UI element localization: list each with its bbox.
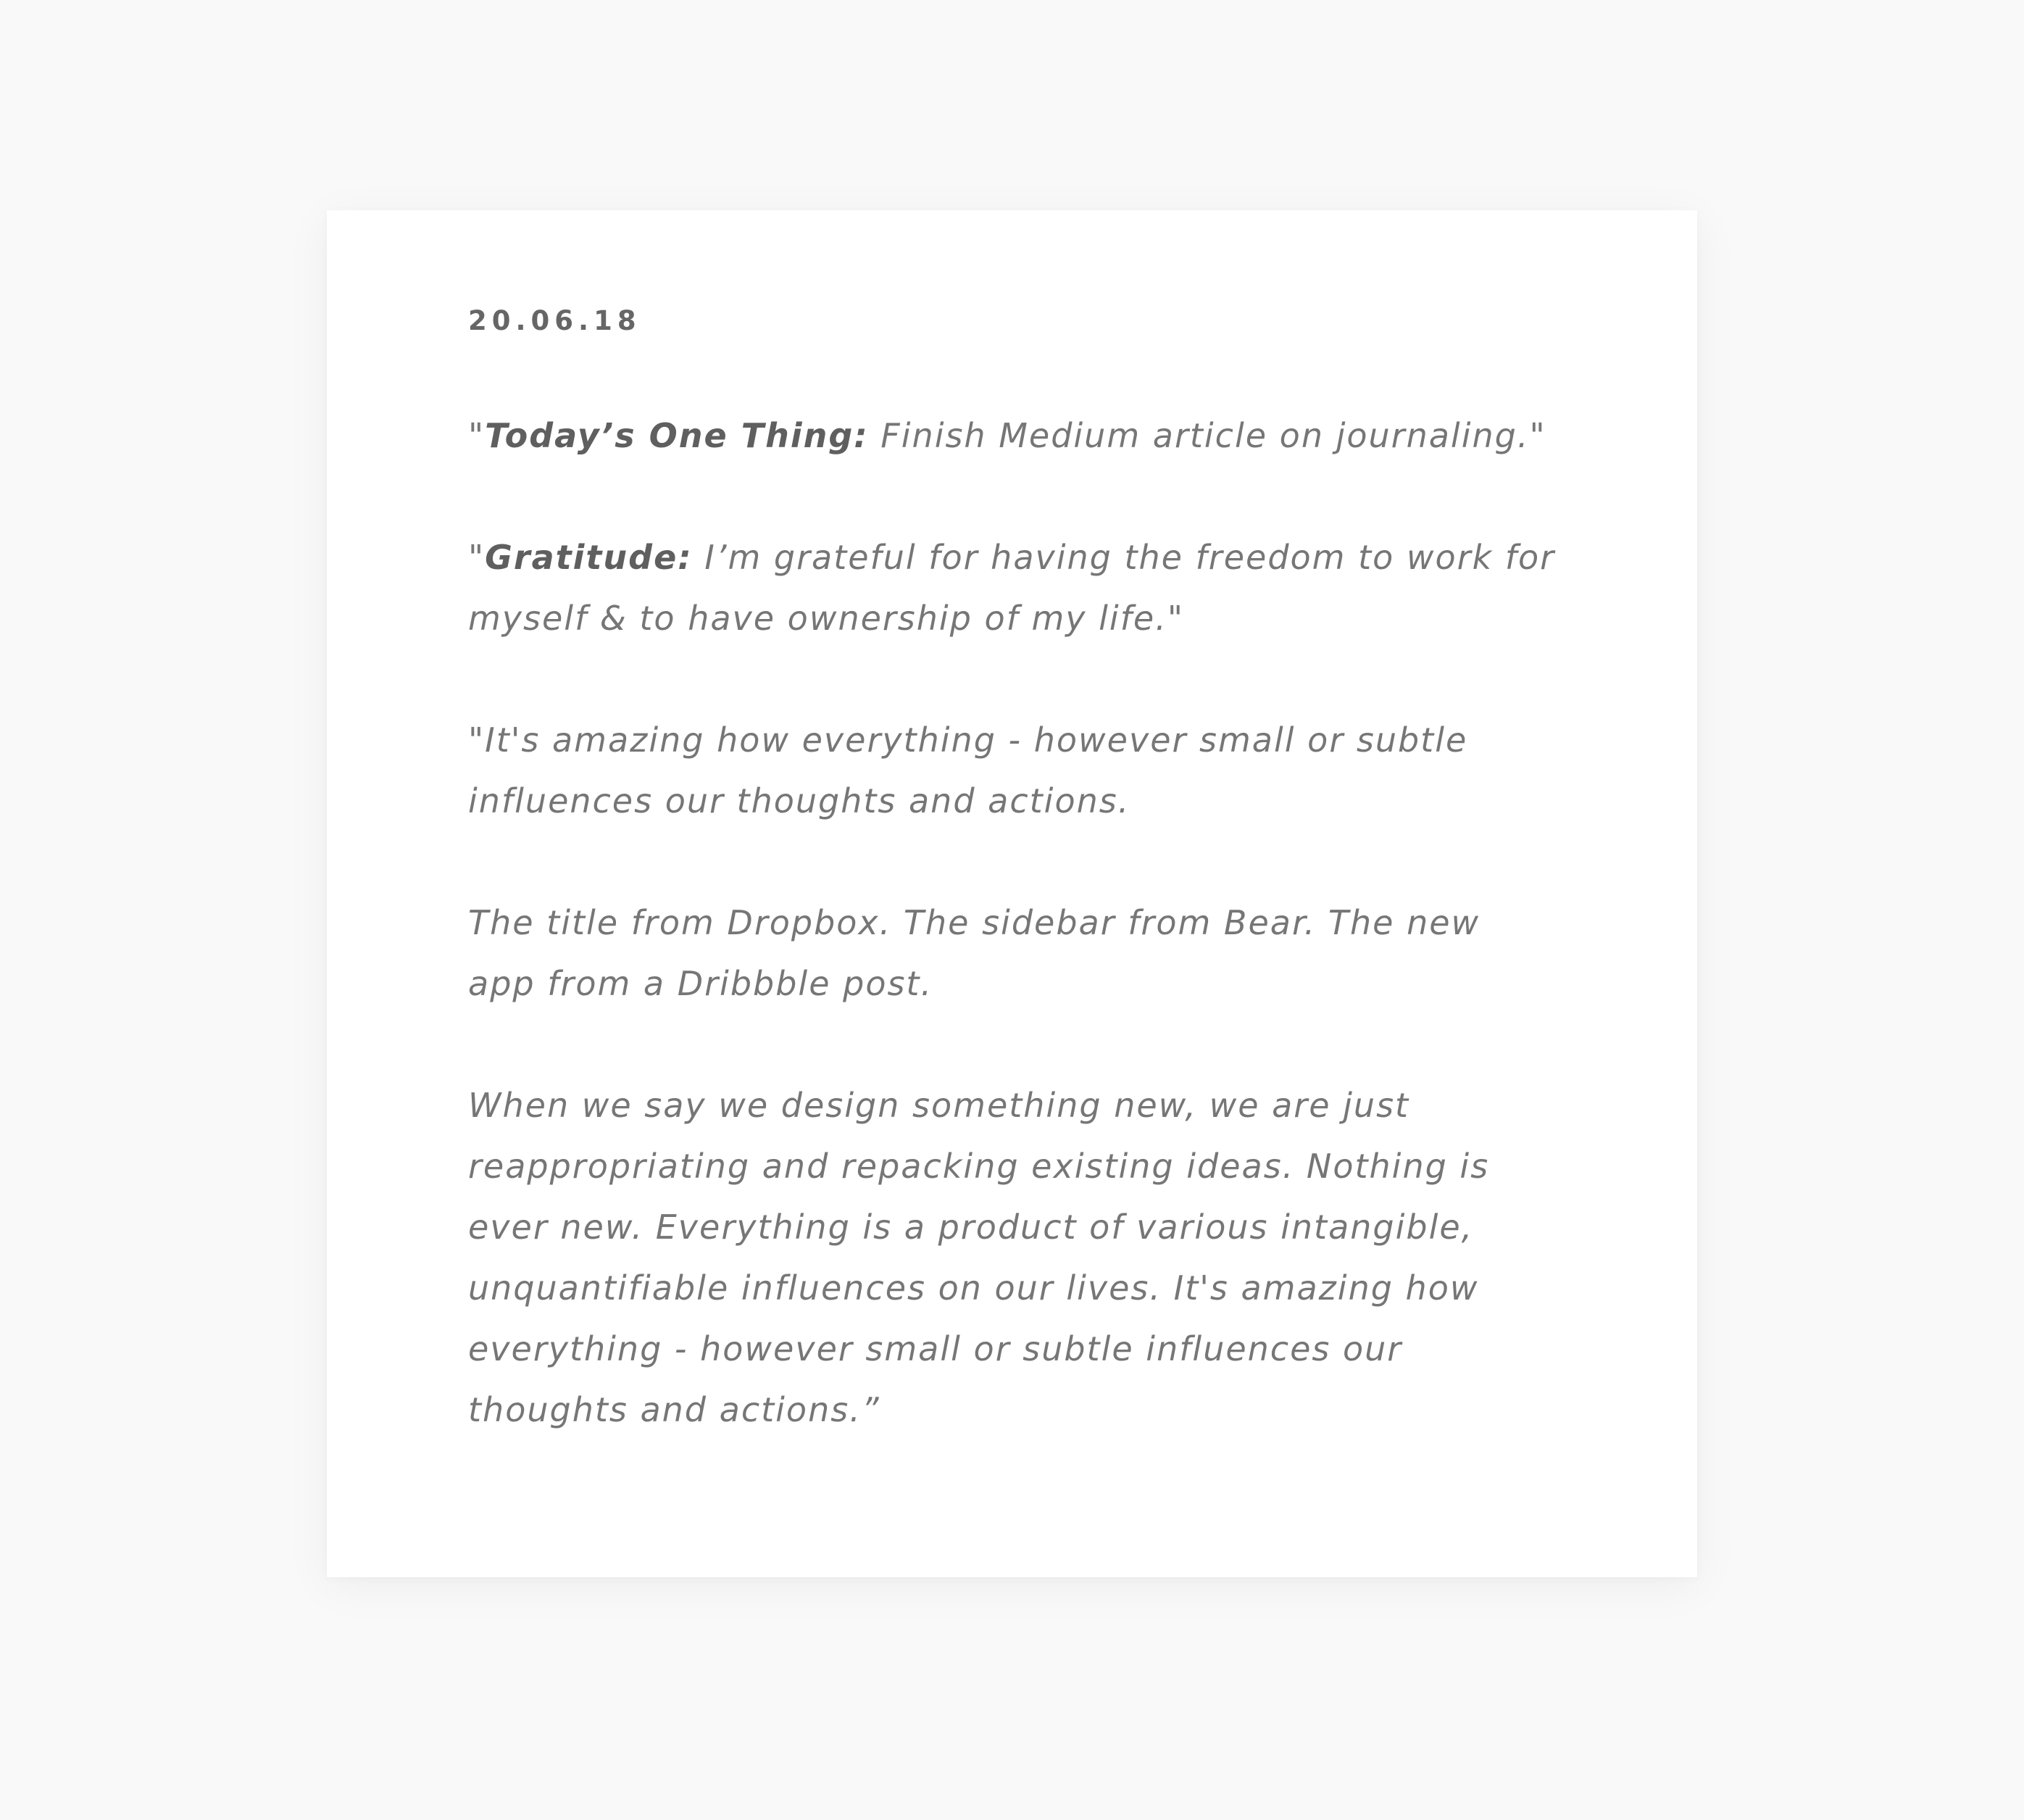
reflection-paragraph-2: The title from Dropbox. The sidebar from Bear. The new app from a Dribbble post.: [468, 903, 1480, 1003]
gratitude-label: Gratitude:: [485, 538, 693, 577]
gratitude-open-quote: ": [468, 538, 486, 577]
entry-date: 20.06.18: [468, 305, 641, 336]
reflection-paragraph-1: "It's amazing how everything - however small or subtle influences our thoughts and actions.: [468, 720, 1468, 820]
one-thing-label: Today’s One Thing:: [485, 416, 869, 455]
gratitude-paragraph: [468, 527, 1556, 649]
journal-entry-card: [327, 210, 1697, 1577]
one-thing-text: Finish Medium article on journaling.": [868, 416, 1546, 455]
gratitude-text: I’m grateful for having the freedom to work for myself & to have ownership of my life.": [468, 538, 1556, 638]
one-thing-open-quote: ": [468, 416, 486, 455]
one-thing-paragraph: [468, 405, 1556, 466]
reflection-paragraph-3: When we say we design something new, we are just reappropriating and repacking existing ideas. Nothing is ever new. Everything is a product of various intangible, unquantifiable influences on our lives. It's amazing how everything - however small or subtle influences our thoughts and actions.”: [468, 1086, 1490, 1429]
